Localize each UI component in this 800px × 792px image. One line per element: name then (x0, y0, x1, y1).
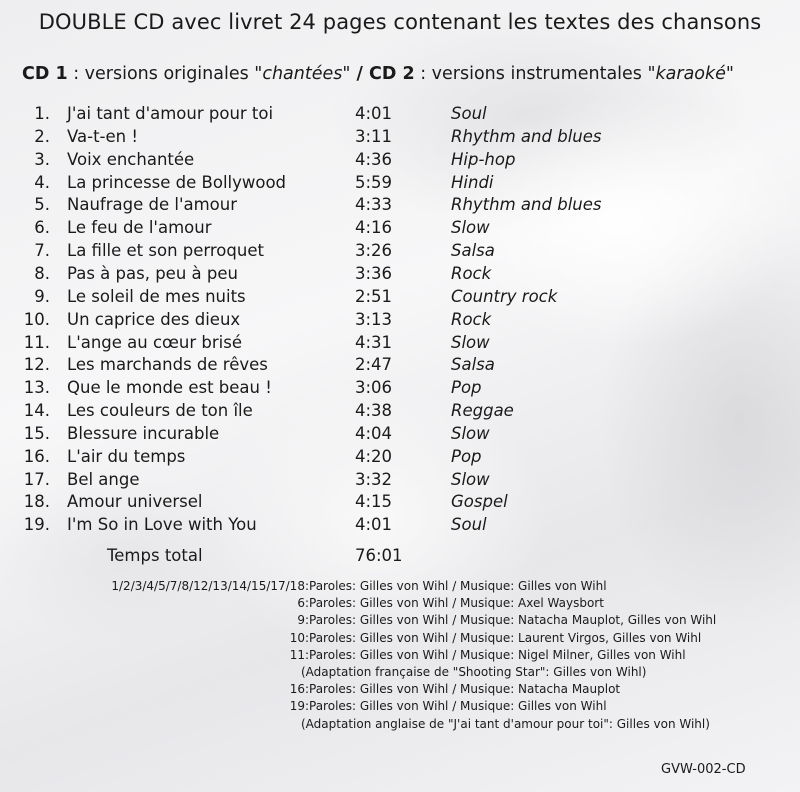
track-number: 9. (34, 286, 50, 306)
catalog-number: GVW-002-CD (661, 762, 746, 777)
track-duration: 3:13 (355, 309, 393, 329)
track-duration: 4:33 (355, 195, 393, 215)
track-genre: Hip-hop (451, 149, 516, 169)
credit-track-ids: 9: (297, 613, 309, 628)
track-number: 14. (23, 401, 50, 421)
track-row (0, 171, 800, 194)
track-title: L'air du temps (67, 446, 186, 466)
cd-description (22, 64, 734, 84)
track-duration: 4:01 (355, 104, 393, 123)
track-title: Les marchands de rêves (67, 355, 268, 375)
credit-adaptation-note: (Adaptation française de "Shooting Star": Gilles von Wihl) (301, 665, 647, 679)
track-number: 4. (34, 172, 50, 192)
cd2-label: CD 2 (369, 64, 415, 84)
track-genre: Rock (451, 309, 492, 329)
track-genre: Hindi (451, 172, 494, 192)
track-title: Un caprice des dieux (67, 309, 241, 329)
track-row (0, 399, 800, 422)
track-title: J'ai tant d'amour pour toi (67, 104, 274, 123)
track-number: 6. (34, 218, 50, 238)
track-genre: Slow (451, 423, 490, 443)
track-row (0, 490, 800, 513)
track-number: 18. (23, 492, 50, 512)
track-title: Les couleurs de ton île (67, 401, 253, 421)
credit-text: Paroles: Gilles von Wihl / Musique: Gilles von Wihl (309, 579, 607, 593)
header-title: DOUBLE CD avec livret 24 pages contenant les textes des chansons (38, 10, 762, 34)
track-duration: 4:15 (355, 492, 393, 512)
track-number: 13. (23, 378, 50, 398)
track-genre: Rhythm and blues (451, 195, 602, 215)
credit-track-ids: 16: (289, 682, 309, 697)
credit-text: Paroles: Gilles von Wihl / Musique: Gilles von Wihl (309, 699, 607, 714)
track-title: L'ange au cœur brisé (67, 332, 243, 352)
credit-track-ids: 10: (289, 630, 309, 645)
track-genre: Country rock (451, 286, 558, 306)
cd1-text: : versions originales (67, 64, 255, 84)
track-row (0, 376, 800, 399)
credit-track-ids: 19: (289, 699, 309, 714)
track-duration: 4:01 (355, 515, 393, 535)
track-title: Voix enchantée (67, 149, 195, 169)
total-time-value: 76:01 (355, 546, 403, 565)
track-number: 19. (23, 515, 50, 535)
track-row (0, 513, 800, 536)
track-duration: 4:38 (355, 401, 393, 421)
track-row (0, 308, 800, 331)
track-title: Naufrage de l'amour (67, 195, 237, 215)
credit-text: Paroles: Gilles von Wihl / Musique: Axel Waysbort (309, 596, 604, 611)
track-row (0, 193, 800, 216)
track-row (0, 216, 800, 239)
track-genre: Pop (451, 378, 482, 398)
credit-track-ids: 11: (289, 647, 309, 662)
track-number: 12. (23, 355, 50, 375)
track-number: 16. (23, 446, 50, 466)
track-number: 7. (34, 241, 50, 261)
track-number: 2. (34, 126, 50, 146)
track-row (0, 285, 800, 308)
credit-adaptation-note: (Adaptation anglaise de "J'ai tant d'amour pour toi": Gilles von Wihl) (301, 716, 710, 731)
track-row (0, 262, 800, 285)
track-duration: 4:16 (355, 218, 393, 238)
track-title: Le feu de l'amour (67, 218, 212, 238)
track-title: Va-t-en ! (67, 126, 138, 146)
track-title: Blessure incurable (67, 423, 220, 443)
track-row (0, 353, 800, 376)
track-duration: 3:26 (355, 241, 393, 261)
credit-text: Paroles: Gilles von Wihl / Musique: Nigel Milner, Gilles von Wihl (309, 647, 686, 662)
track-genre: Reggae (451, 401, 514, 421)
track-duration: 4:36 (355, 149, 393, 169)
credit-track-ids: 1/2/3/4/5/7/8/12/13/14/15/17/18: (111, 579, 309, 593)
track-number: 15. (23, 423, 50, 443)
track-duration: 3:32 (355, 469, 393, 489)
track-row (0, 125, 800, 148)
track-row (0, 422, 800, 445)
track-genre: Rock (451, 263, 492, 283)
track-number: 3. (34, 149, 50, 169)
track-genre: Slow (451, 469, 490, 489)
track-row (0, 148, 800, 171)
track-title: La fille et son perroquet (67, 241, 264, 261)
track-genre: Slow (451, 218, 490, 238)
track-genre: Soul (451, 515, 487, 535)
credit-text: Paroles: Gilles von Wihl / Musique: Laurent Virgos, Gilles von Wihl (309, 630, 702, 645)
track-title: Amour universel (67, 492, 203, 512)
track-title: Pas à pas, peu à peu (67, 263, 238, 283)
track-number: 1. (34, 104, 50, 123)
track-duration: 4:31 (355, 332, 393, 352)
cd1-label: CD 1 (22, 64, 68, 84)
track-row (0, 331, 800, 354)
track-duration: 4:20 (355, 446, 393, 466)
track-genre: Slow (451, 332, 490, 352)
track-row (0, 445, 800, 468)
track-number: 8. (34, 263, 50, 283)
track-duration: 2:47 (355, 355, 393, 375)
track-title: La princesse de Bollywood (67, 172, 287, 192)
cd-separator: / (350, 64, 370, 84)
track-genre: Salsa (451, 355, 495, 375)
credit-text: Paroles: Gilles von Wihl / Musique: Natacha Mauplot (309, 682, 621, 697)
track-number: 17. (23, 469, 50, 489)
total-time-label: Temps total (107, 546, 203, 565)
track-title: Le soleil de mes nuits (67, 286, 246, 306)
credit-text: Paroles: Gilles von Wihl / Musique: Natacha Mauplot, Gilles von Wihl (309, 613, 717, 628)
track-title: Bel ange (67, 469, 140, 489)
track-duration: 3:11 (355, 126, 393, 146)
track-title: I'm So in Love with You (67, 515, 257, 535)
credit-track-ids: 6: (297, 596, 309, 611)
track-number: 11. (23, 332, 50, 352)
cd1-style: "chantées" (254, 64, 351, 84)
track-genre: Pop (451, 446, 482, 466)
cd2-text: : versions instrumentales (414, 64, 648, 84)
track-genre: Gospel (451, 492, 508, 512)
track-number: 5. (34, 195, 50, 215)
track-row (0, 239, 800, 262)
track-title: Que le monde est beau ! (67, 378, 272, 398)
track-duration: 2:51 (355, 286, 393, 306)
track-genre: Salsa (451, 241, 495, 261)
track-genre: Rhythm and blues (451, 126, 602, 146)
track-genre: Soul (451, 104, 487, 123)
cd2-style: "karaoké" (647, 64, 734, 84)
track-row (0, 102, 800, 125)
track-duration: 4:04 (355, 423, 393, 443)
track-row (0, 468, 800, 491)
track-duration: 3:36 (355, 263, 393, 283)
track-number: 10. (23, 309, 50, 329)
track-duration: 3:06 (355, 378, 393, 398)
track-duration: 5:59 (355, 172, 393, 192)
